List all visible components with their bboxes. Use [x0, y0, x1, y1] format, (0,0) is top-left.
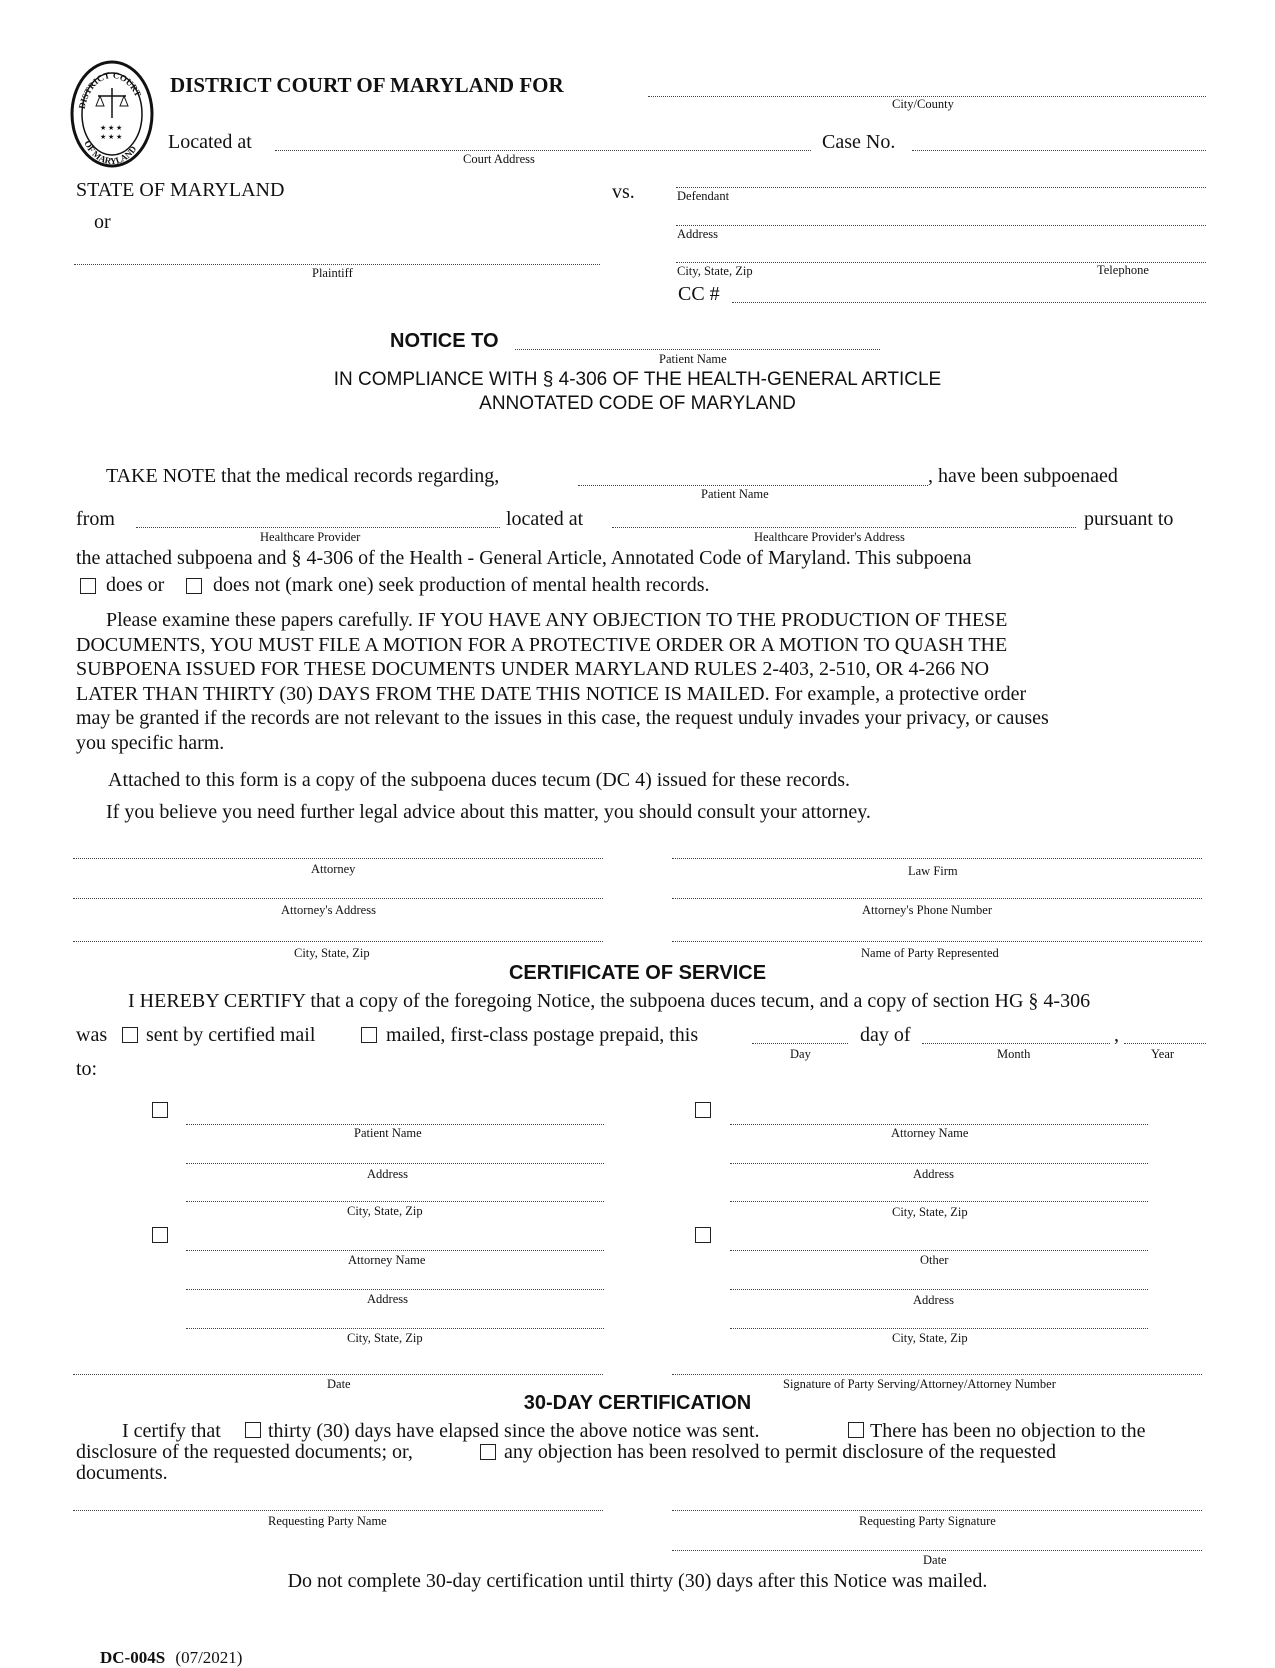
attached-form-text: Attached to this form is a copy of the subpoena duces tecum (DC 4) issued for these records.	[108, 769, 851, 791]
recipient-patient-name-field[interactable]	[186, 1124, 604, 1125]
recipient-patient-address-field[interactable]	[186, 1163, 604, 1164]
form-footer	[100, 1648, 242, 1668]
objection-resolved-checkbox[interactable]	[480, 1444, 496, 1460]
court-title: DISTRICT COURT OF MARYLAND FOR	[170, 73, 564, 97]
recipient-attorney-name-caption: Attorney Name	[348, 1253, 426, 1267]
service-signature-field[interactable]	[672, 1374, 1202, 1375]
law-firm-field[interactable]	[672, 858, 1202, 859]
certified-mail-checkbox[interactable]	[122, 1027, 138, 1043]
recipient-other-city-field[interactable]	[730, 1328, 1148, 1329]
attorney-address-caption: Attorney's Address	[281, 903, 376, 917]
month-caption: Month	[997, 1047, 1031, 1061]
located-at-text: located at	[506, 508, 584, 530]
subpoenaed-text: , have been subpoenaed	[928, 465, 1118, 487]
form-number: DC-004S	[100, 1648, 166, 1667]
court-address-field[interactable]	[275, 150, 811, 151]
service-date-caption: Date	[327, 1377, 351, 1391]
i-certify-label: I certify that	[122, 1420, 221, 1442]
notice-patient-name-caption: Patient Name	[659, 352, 727, 366]
provider-address-field[interactable]	[612, 527, 1076, 528]
notice-patient-name-field[interactable]	[515, 349, 880, 350]
service-signature-caption: Signature of Party Serving/Attorney/Attorney Number	[783, 1377, 1056, 1391]
first-class-label: mailed, first-class postage prepaid, this	[386, 1024, 699, 1046]
no-objection-label: There has been no objection to the	[870, 1420, 1146, 1442]
day-caption: Day	[790, 1047, 811, 1061]
state-of-maryland: STATE OF MARYLAND	[76, 179, 285, 201]
plaintiff-caption: Plaintiff	[312, 266, 353, 280]
service-date-field[interactable]	[73, 1374, 603, 1375]
seal-top-text: DISTRICT COURT	[76, 69, 144, 110]
recipient-attorney-address-caption: Address	[367, 1292, 408, 1306]
examine-line-1: Please examine these papers carefully. IF YOU HAVE ANY OBJECTION TO THE PRODUCTION OF THESE	[106, 609, 1008, 631]
attorney-caption: Attorney	[311, 862, 356, 876]
recipient-patient-city-field[interactable]	[186, 1201, 604, 1202]
recipient-other-address-caption: Address	[913, 1293, 954, 1307]
objection-resolved-label: any objection has been resolved to permit disclosure of the requested	[504, 1441, 1057, 1463]
healthcare-provider-field[interactable]	[136, 527, 500, 528]
provider-address-caption: Healthcare Provider's Address	[754, 530, 905, 544]
comma-separator: ,	[1114, 1024, 1119, 1046]
attorney-phone-field[interactable]	[672, 898, 1202, 899]
records-patient-name-field[interactable]	[578, 485, 928, 486]
recipient-attorney-city-field[interactable]	[186, 1328, 604, 1329]
certify-line: I HEREBY CERTIFY that a copy of the foregoing Notice, the subpoena duces tecum, and a copy of section HG § 4-306	[128, 990, 1091, 1012]
to-label: to:	[76, 1058, 98, 1080]
recipient-attorney-checkbox[interactable]	[152, 1227, 168, 1243]
recipient-patient-name-caption: Patient Name	[354, 1126, 422, 1140]
examine-line-5: may be granted if the records are not relevant to the issues in this case, the request unduly invades your privacy, or causes	[76, 707, 1049, 729]
year-field[interactable]	[1124, 1043, 1206, 1044]
requesting-party-signature-caption: Requesting Party Signature	[859, 1514, 996, 1528]
recipient-other-name-field[interactable]	[730, 1250, 1148, 1251]
defendant-caption: Defendant	[677, 189, 730, 203]
was-label: was	[76, 1024, 108, 1046]
certificate-title: CERTIFICATE OF SERVICE	[508, 962, 767, 984]
month-field[interactable]	[922, 1043, 1110, 1044]
svg-text:★: ★	[100, 133, 107, 141]
attorney-address-field[interactable]	[73, 898, 603, 899]
examine-line-3: SUBPOENA ISSUED FOR THESE DOCUMENTS UNDER MARYLAND RULES 2-403, 2-510, OR 4-266 NO	[76, 658, 990, 680]
requesting-party-name-caption: Requesting Party Name	[268, 1514, 387, 1528]
take-note-text: TAKE NOTE that the medical records regarding,	[106, 465, 500, 487]
party-represented-caption: Name of Party Represented	[861, 946, 999, 960]
examine-line-2: DOCUMENTS, YOU MUST FILE A MOTION FOR A PROTECTIVE ORDER OR A MOTION TO QUASH THE	[76, 633, 1008, 656]
cc-label: CC #	[678, 283, 720, 305]
compliance-line-2: ANNOTATED CODE OF MARYLAND	[479, 393, 796, 414]
recipient-right-attorney-address-field[interactable]	[730, 1163, 1148, 1164]
recipient-patient-address-caption: Address	[367, 1167, 408, 1181]
located-at-label: Located at	[168, 131, 252, 153]
case-no-label: Case No.	[822, 131, 896, 153]
defendant-city-caption: City, State, Zip	[677, 264, 753, 278]
healthcare-provider-caption: Healthcare Provider	[260, 530, 361, 544]
examine-line-6: you specific harm.	[76, 731, 225, 754]
attorney-phone-caption: Attorney's Phone Number	[862, 903, 993, 917]
recipient-other-city-caption: City, State, Zip	[892, 1331, 968, 1345]
examine-line-4: LATER THAN THIRTY (30) DAYS FROM THE DATE THIS NOTICE IS MAILED. For example, a protective order	[76, 682, 1027, 705]
certification-date-field[interactable]	[672, 1550, 1202, 1551]
day-of-label: day of	[860, 1024, 911, 1046]
recipient-right-attorney-name-caption: Attorney Name	[891, 1126, 969, 1140]
thirty-days-checkbox[interactable]	[245, 1422, 261, 1438]
requesting-party-name-field[interactable]	[73, 1510, 603, 1511]
pursuant-to-text: pursuant to	[1084, 508, 1174, 530]
defendant-address-field[interactable]	[676, 225, 1206, 226]
recipient-other-checkbox[interactable]	[695, 1227, 711, 1243]
certification-date-caption: Date	[923, 1553, 947, 1567]
does-not-label: does not (mark one) seek production of mental health records.	[213, 574, 710, 596]
or-label: or	[94, 211, 111, 233]
recipient-attorney-address-field[interactable]	[186, 1289, 604, 1290]
does-checkbox[interactable]	[80, 578, 96, 594]
certification-30-title: 30-DAY CERTIFICATION	[523, 1392, 752, 1414]
compliance-line-1: IN COMPLIANCE WITH § 4-306 OF THE HEALTH-GENERAL ARTICLE	[333, 369, 942, 390]
vs-label: vs.	[612, 181, 635, 203]
recipient-right-attorney-address-caption: Address	[913, 1167, 954, 1181]
attorney-city-caption: City, State, Zip	[294, 946, 370, 960]
party-represented-field[interactable]	[672, 941, 1202, 942]
law-firm-caption: Law Firm	[908, 864, 958, 878]
does-not-checkbox[interactable]	[186, 578, 202, 594]
legal-advice-text: If you believe you need further legal advice about this matter, you should consult your attorney.	[106, 801, 871, 823]
requesting-party-signature-field[interactable]	[672, 1510, 1202, 1511]
attached-subpoena-text: the attached subpoena and § 4-306 of the Health - General Article, Annotated Code of Maryland. This subpoena	[76, 547, 972, 569]
recipient-other-address-field[interactable]	[730, 1289, 1148, 1290]
svg-text:★: ★	[108, 124, 115, 132]
certified-mail-label: sent by certified mail	[146, 1024, 316, 1046]
svg-text:★: ★	[108, 133, 115, 141]
seal-bottom-text: OF MARYLAND	[82, 138, 139, 167]
attorney-city-field[interactable]	[73, 941, 603, 942]
no-objection-checkbox[interactable]	[848, 1422, 864, 1438]
recipient-patient-checkbox[interactable]	[152, 1102, 168, 1118]
court-seal-logo	[70, 60, 154, 168]
recipient-patient-city-caption: City, State, Zip	[347, 1204, 423, 1218]
from-label: from	[76, 508, 115, 530]
records-patient-name-caption: Patient Name	[701, 487, 769, 501]
recipient-right-attorney-name-field[interactable]	[730, 1124, 1148, 1125]
svg-text:★: ★	[100, 124, 107, 132]
certification-warning: Do not complete 30-day certification until thirty (30) days after this Notice was mailed.	[287, 1570, 988, 1592]
examine-paragraph	[76, 608, 1216, 755]
defendant-field[interactable]	[676, 187, 1206, 188]
case-no-field[interactable]	[912, 150, 1206, 151]
recipient-right-attorney-city-field[interactable]	[730, 1201, 1148, 1202]
court-address-caption: Court Address	[463, 152, 535, 166]
recipient-attorney-city-caption: City, State, Zip	[347, 1331, 423, 1345]
recipient-right-attorney-city-caption: City, State, Zip	[892, 1205, 968, 1219]
defendant-address-caption: Address	[677, 227, 718, 241]
city-county-caption: City/County	[892, 97, 954, 111]
day-field[interactable]	[752, 1043, 848, 1044]
does-or-label: does or	[106, 574, 165, 596]
telephone-caption: Telephone	[1097, 263, 1149, 277]
notice-to-label: NOTICE TO	[390, 330, 499, 352]
attorney-field[interactable]	[73, 858, 603, 859]
recipient-other-name-caption: Other	[920, 1253, 949, 1267]
year-caption: Year	[1151, 1047, 1175, 1061]
documents-label: documents.	[76, 1462, 168, 1484]
cc-field[interactable]	[732, 302, 1206, 303]
recipient-attorney-name-field[interactable]	[186, 1250, 604, 1251]
thirty-days-label: thirty (30) days have elapsed since the above notice was sent.	[268, 1420, 760, 1442]
svg-text:★: ★	[116, 124, 123, 132]
disclosure-label: disclosure of the requested documents; or,	[76, 1441, 413, 1463]
form-revision: (07/2021)	[175, 1648, 243, 1667]
first-class-checkbox[interactable]	[361, 1027, 377, 1043]
svg-text:★: ★	[116, 133, 123, 141]
plaintiff-field[interactable]	[74, 264, 600, 265]
recipient-right-attorney-checkbox[interactable]	[695, 1102, 711, 1118]
